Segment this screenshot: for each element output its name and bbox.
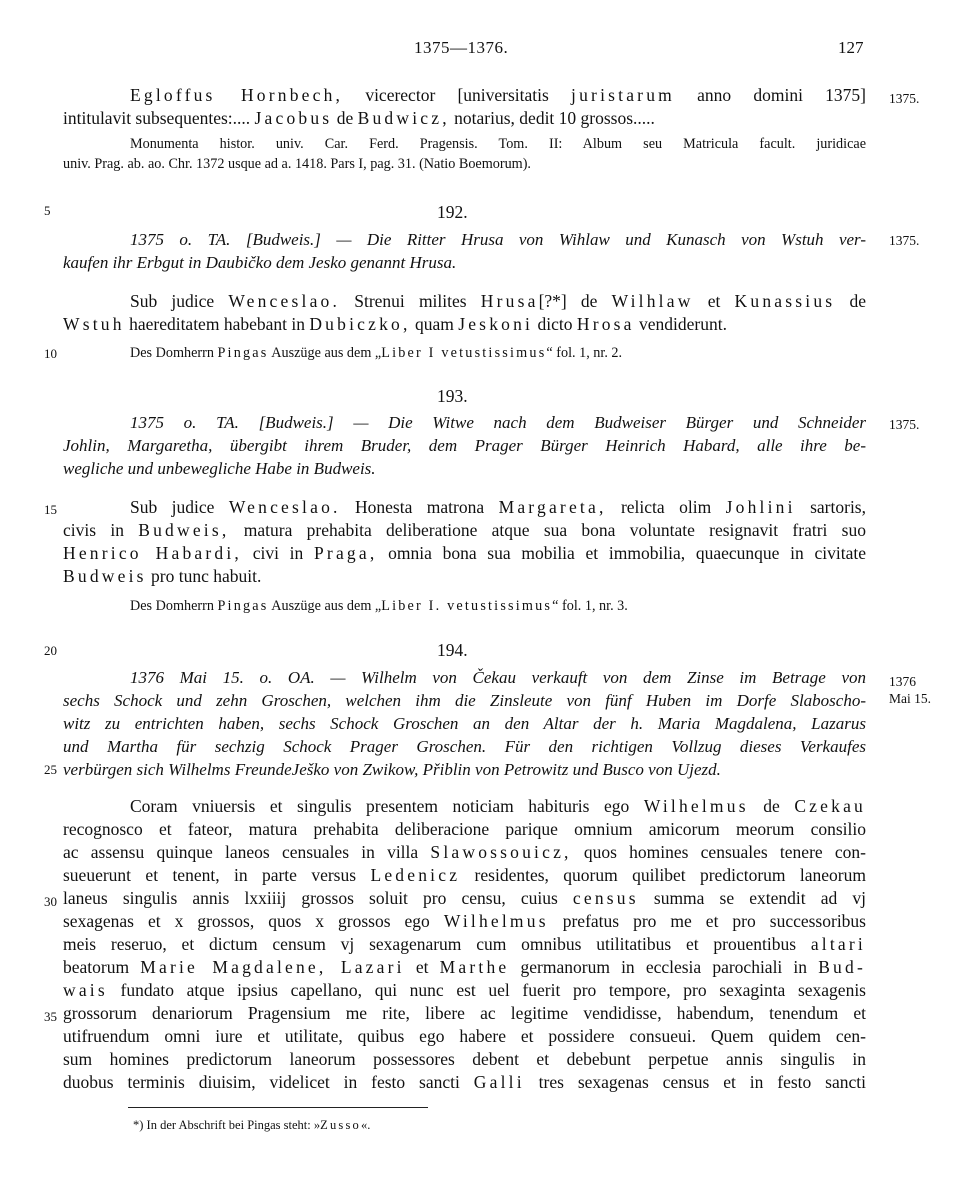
entry-number-192: 192.	[437, 202, 468, 222]
source-line: Monumenta histor. univ. Car. Ferd. Pragensis. Tom. II: Album seu Matricula facult. juridicae	[130, 136, 866, 152]
text-line: sueuerunt et tenent, in parte versus Ledenicz residentes, quorum quilibet predictorum laneorum	[63, 865, 866, 885]
heading-line: sechs Schock und zehn Groschen, welchen ihm die Zinsleute von fünf Huben im Dorfe Slaboscho-	[63, 691, 866, 710]
margin-year: 1375.	[889, 91, 920, 106]
text-line: intitulavit subsequentes:.... Jacobus de Budwicz, notarius, dedit 10 grossos.....	[63, 108, 655, 128]
heading-line: 1375 o. TA. [Budweis.] — Die Witwe nach dem Budweiser Bürger und Schneider	[130, 413, 866, 432]
page-number: 127	[838, 38, 864, 57]
entry-number-194: 194.	[437, 640, 468, 660]
text-line: Sub judice Wenceslao. Honesta matrona Margareta, relicta olim Johlini sartoris,	[130, 497, 866, 517]
heading-line: kaufen ihr Erbgut in Daubičko dem Jesko genannt Hrusa.	[63, 253, 457, 272]
heading-line: 1375 o. TA. [Budweis.] — Die Ritter Hrusa von Wihlaw und Kunasch von Wstuh ver-	[130, 230, 866, 249]
margin-year: 1375.	[889, 233, 920, 248]
source-line: univ. Prag. ab. ao. Chr. 1372 usque ad a. 1418. Pars I, pag. 31. (Natio Boemorum).	[63, 156, 531, 172]
line-number: 5	[44, 203, 51, 218]
source-line: Des Domherrn Pingas Auszüge aus dem „Liber I vetustissimus“ fol. 1, nr. 2.	[130, 345, 623, 361]
text-line: wais fundato atque ipsius capellano, qui nunc est uel fuerit pro tempore, pro sexaginta sexagenis	[63, 980, 866, 1000]
heading-line: wegliche und unbewegliche Habe in Budweis.	[63, 459, 376, 478]
line-number: 20	[44, 643, 57, 658]
line-number: 35	[44, 1009, 57, 1024]
entry-192-heading	[63, 228, 866, 274]
text-line: beatorum Marie Magdalene, Lazari et Marthe germanorum in ecclesia parochiali in Bud-	[63, 957, 866, 977]
line-number: 30	[44, 894, 57, 909]
text-line: Egloffus Hornbech, vicerector [universitatis juristarum anno domini 1375]	[130, 85, 866, 105]
entry-193-text	[63, 496, 866, 588]
text-line: Wstuh haereditatem habebant in Dubiczko, quam Jeskoni dicto Hrosa vendiderunt.	[63, 314, 727, 334]
text-line: Henrico Habardi, civi in Praga, omnia bona sua mobilia et immobilia, quaecunque in civitate	[63, 543, 866, 563]
source-line: Des Domherrn Pingas Auszüge aus dem „Liber I. vetustissimus“ fol. 1, nr. 3.	[130, 598, 628, 614]
text-line: utifruendum omni iure et utilitate, quibus ego habere et possidere consueui. Quem quidem cen-	[63, 1026, 866, 1046]
entry-191-text	[63, 84, 866, 130]
text-line: recognosco et fateor, matura prehabita deliberacione parique omnium amicorum meorum consilio	[63, 819, 866, 839]
entry-194-heading	[63, 666, 866, 781]
text-line: sum homines predictorum laneorum possessores debent et debebunt perpetue annis singulis in	[63, 1049, 866, 1069]
text-line: meis reseruo, et dictum censum vj sexagenarum cum omnibus utilitatibus et prouentibus altari	[63, 934, 866, 954]
line-number: 15	[44, 502, 57, 517]
margin-date: 1376 Mai 15.	[889, 674, 931, 706]
text-line: sexagenas et x grossos, quos x grossos ego Wilhelmus prefatus pro me et pro successoribus	[63, 911, 866, 931]
entry-193-heading	[63, 411, 866, 480]
text-line: Sub judice Wenceslao. Strenui milites Hrusa[?*] de Wilhlaw et Kunassius de	[130, 291, 866, 311]
entry-192-text	[63, 290, 866, 336]
entry-193-source	[63, 596, 866, 616]
entry-191-source	[63, 134, 866, 174]
heading-line: verbürgen sich Wilhelms FreundeJeško von Zwikow, Přiblin von Petrowitz und Busco von Ujezd.	[63, 760, 721, 779]
margin-year: 1375.	[889, 417, 920, 432]
heading-line: Johlin, Margaretha, übergibt ihrem Bruder, dem Prager Bürger Heinrich Habard, alle ihre be-	[63, 436, 866, 455]
line-number: 10	[44, 346, 57, 361]
page-header-title: 1375—1376.	[414, 38, 509, 57]
text-line: duobus terminis diuisim, videlicet in festo sancti Galli tres sexagenas census et in festo sancti	[63, 1072, 866, 1092]
text-line: grossorum denariorum Pragensium me rite, libere ac legitime vendidisse, habendum, tenendum et	[63, 1003, 866, 1023]
footnote: *) In der Abschrift bei Pingas steht: »Zusso«.	[133, 1118, 371, 1132]
entry-194-text	[63, 795, 866, 1094]
entry-number-193: 193.	[437, 386, 468, 406]
running-head	[0, 38, 960, 60]
text-line: Coram vniuersis et singulis presentem noticiam habituris ego Wilhelmus de Czekau	[130, 796, 866, 816]
entry-192-source	[63, 343, 866, 363]
heading-line: und Martha für sechzig Schock Prager Groschen. Für den richtigen Vollzug dieses Verkaufes	[63, 737, 866, 756]
text-line: laneus singulis annis lxxiiij grossos soluit pro censu, cuius census summa se extendit ad vj	[63, 888, 866, 908]
footnote-rule	[128, 1107, 428, 1108]
heading-line: 1376 Mai 15. o. OA. — Wilhelm von Čekau verkauft von dem Zinse im Betrage von	[130, 668, 866, 687]
text-line: civis in Budweis, matura prehabita deliberatione atque sua bona voluntate resignavit fratri suo	[63, 520, 866, 540]
text-line: Budweis pro tunc habuit.	[63, 566, 262, 586]
text-line: ac assensu quinque laneos censuales in villa Slawossouicz, quos homines censuales tenere con-	[63, 842, 866, 862]
line-number: 25	[44, 762, 57, 777]
heading-line: witz zu entrichten haben, sechs Schock Groschen an den Altar der h. Maria Magdalena, Lazarus	[63, 714, 866, 733]
